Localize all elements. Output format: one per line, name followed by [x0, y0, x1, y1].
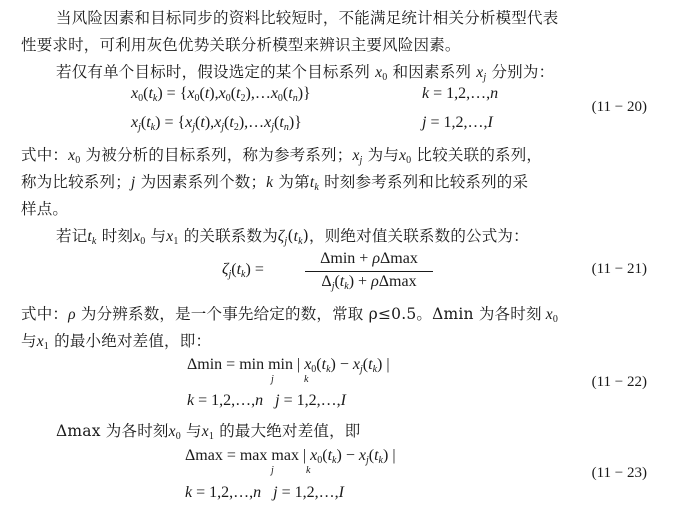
- equation-number-11-20: (11 − 20): [591, 99, 647, 115]
- paragraph-3-line-2: 称为比较系列；j 为因素系列个数；k 为第$t_k$ 时刻参考系列和比较系列的采: [21, 173, 529, 193]
- max-subscript-j: j: [271, 465, 274, 476]
- equation-11-21-lhs: $\zeta_j(t_k)$ =: [222, 261, 264, 280]
- paragraph-1-line-1: 当风险因素和目标同步的资料比较短时，不能满足统计相关分析模型代表: [56, 9, 559, 27]
- equation-11-21-numerator: Δmin + ρΔmax: [320, 250, 418, 267]
- equation-number-11-23: (11 − 23): [591, 465, 647, 481]
- fraction-bar: [305, 271, 433, 272]
- paragraph-5-line-2: 与$x_1$ 的最小绝对差值，即：: [21, 332, 212, 352]
- paragraph-2: 若仅有单个目标时，假设选定的某个目标系列 $x_0$ 和因素系列 $x_j$ 分别为：: [56, 63, 555, 83]
- equation-11-20-range-2: j = 1,2,…,I: [422, 114, 493, 131]
- equation-11-23-line-1: Δmax = max max | $x_0(t_k) - x_j(t_k)$ |: [185, 447, 396, 466]
- equation-number-11-21: (11 − 21): [591, 261, 647, 277]
- min-subscript-k: k: [304, 374, 309, 385]
- paragraph-5-line-1: 式中：ρ 为分辨系数，是一个事先给定的数，常取 ρ≤0.5。Δmin 为各时刻 $x_0$: [21, 305, 559, 325]
- paragraph-1-line-2: 性要求时，可利用灰色优势关联分析模型来辨识主要风险因素。: [21, 36, 461, 54]
- equation-number-11-22: (11 − 22): [591, 374, 647, 390]
- equation-11-22-line-1: Δmin = min min | $x_0(t_k) - x_j(t_k)$ |: [187, 356, 390, 375]
- equation-11-20-line-2: $x_j(t_k)$ = $\{x_j(t),x_j(t_2),\dots x_j(t_n)\}$: [131, 114, 302, 133]
- min-subscript-j: j: [271, 374, 274, 385]
- paragraph-3-line-3: 样点。: [21, 200, 69, 218]
- paragraph-6: Δmax 为各时刻$x_0$ 与$x_1$ 的最大绝对差值，即: [56, 422, 361, 442]
- equation-11-21-denominator: $\Delta_j(t_k) + \rho\Delta\max$: [321, 273, 417, 292]
- equation-11-20-line-1: $x_0(t_k)$ = $\{x_0(t),x_0(t_2),\dots x_0(t_n)\}$: [131, 85, 311, 104]
- equation-11-20-range-1: k = 1,2,…,n: [422, 85, 499, 102]
- paragraph-3-line-1: 式中：$x_0$ 为被分析的目标系列，称为参考系列；$x_j$ 为与$x_0$ 比较关联的系列，: [21, 146, 543, 166]
- equation-11-23-range: k = 1,2,…,n j = 1,2,…,I: [185, 484, 344, 501]
- equation-11-22-range: k = 1,2,…,n j = 1,2,…,I: [187, 392, 346, 409]
- paragraph-4: 若记$t_k$ 时刻$x_0$ 与$x_1$ 的关联系数为$\zeta_j(t_k)$，则绝对值关联系数的公式为：: [56, 227, 529, 247]
- max-subscript-k: k: [306, 465, 311, 476]
